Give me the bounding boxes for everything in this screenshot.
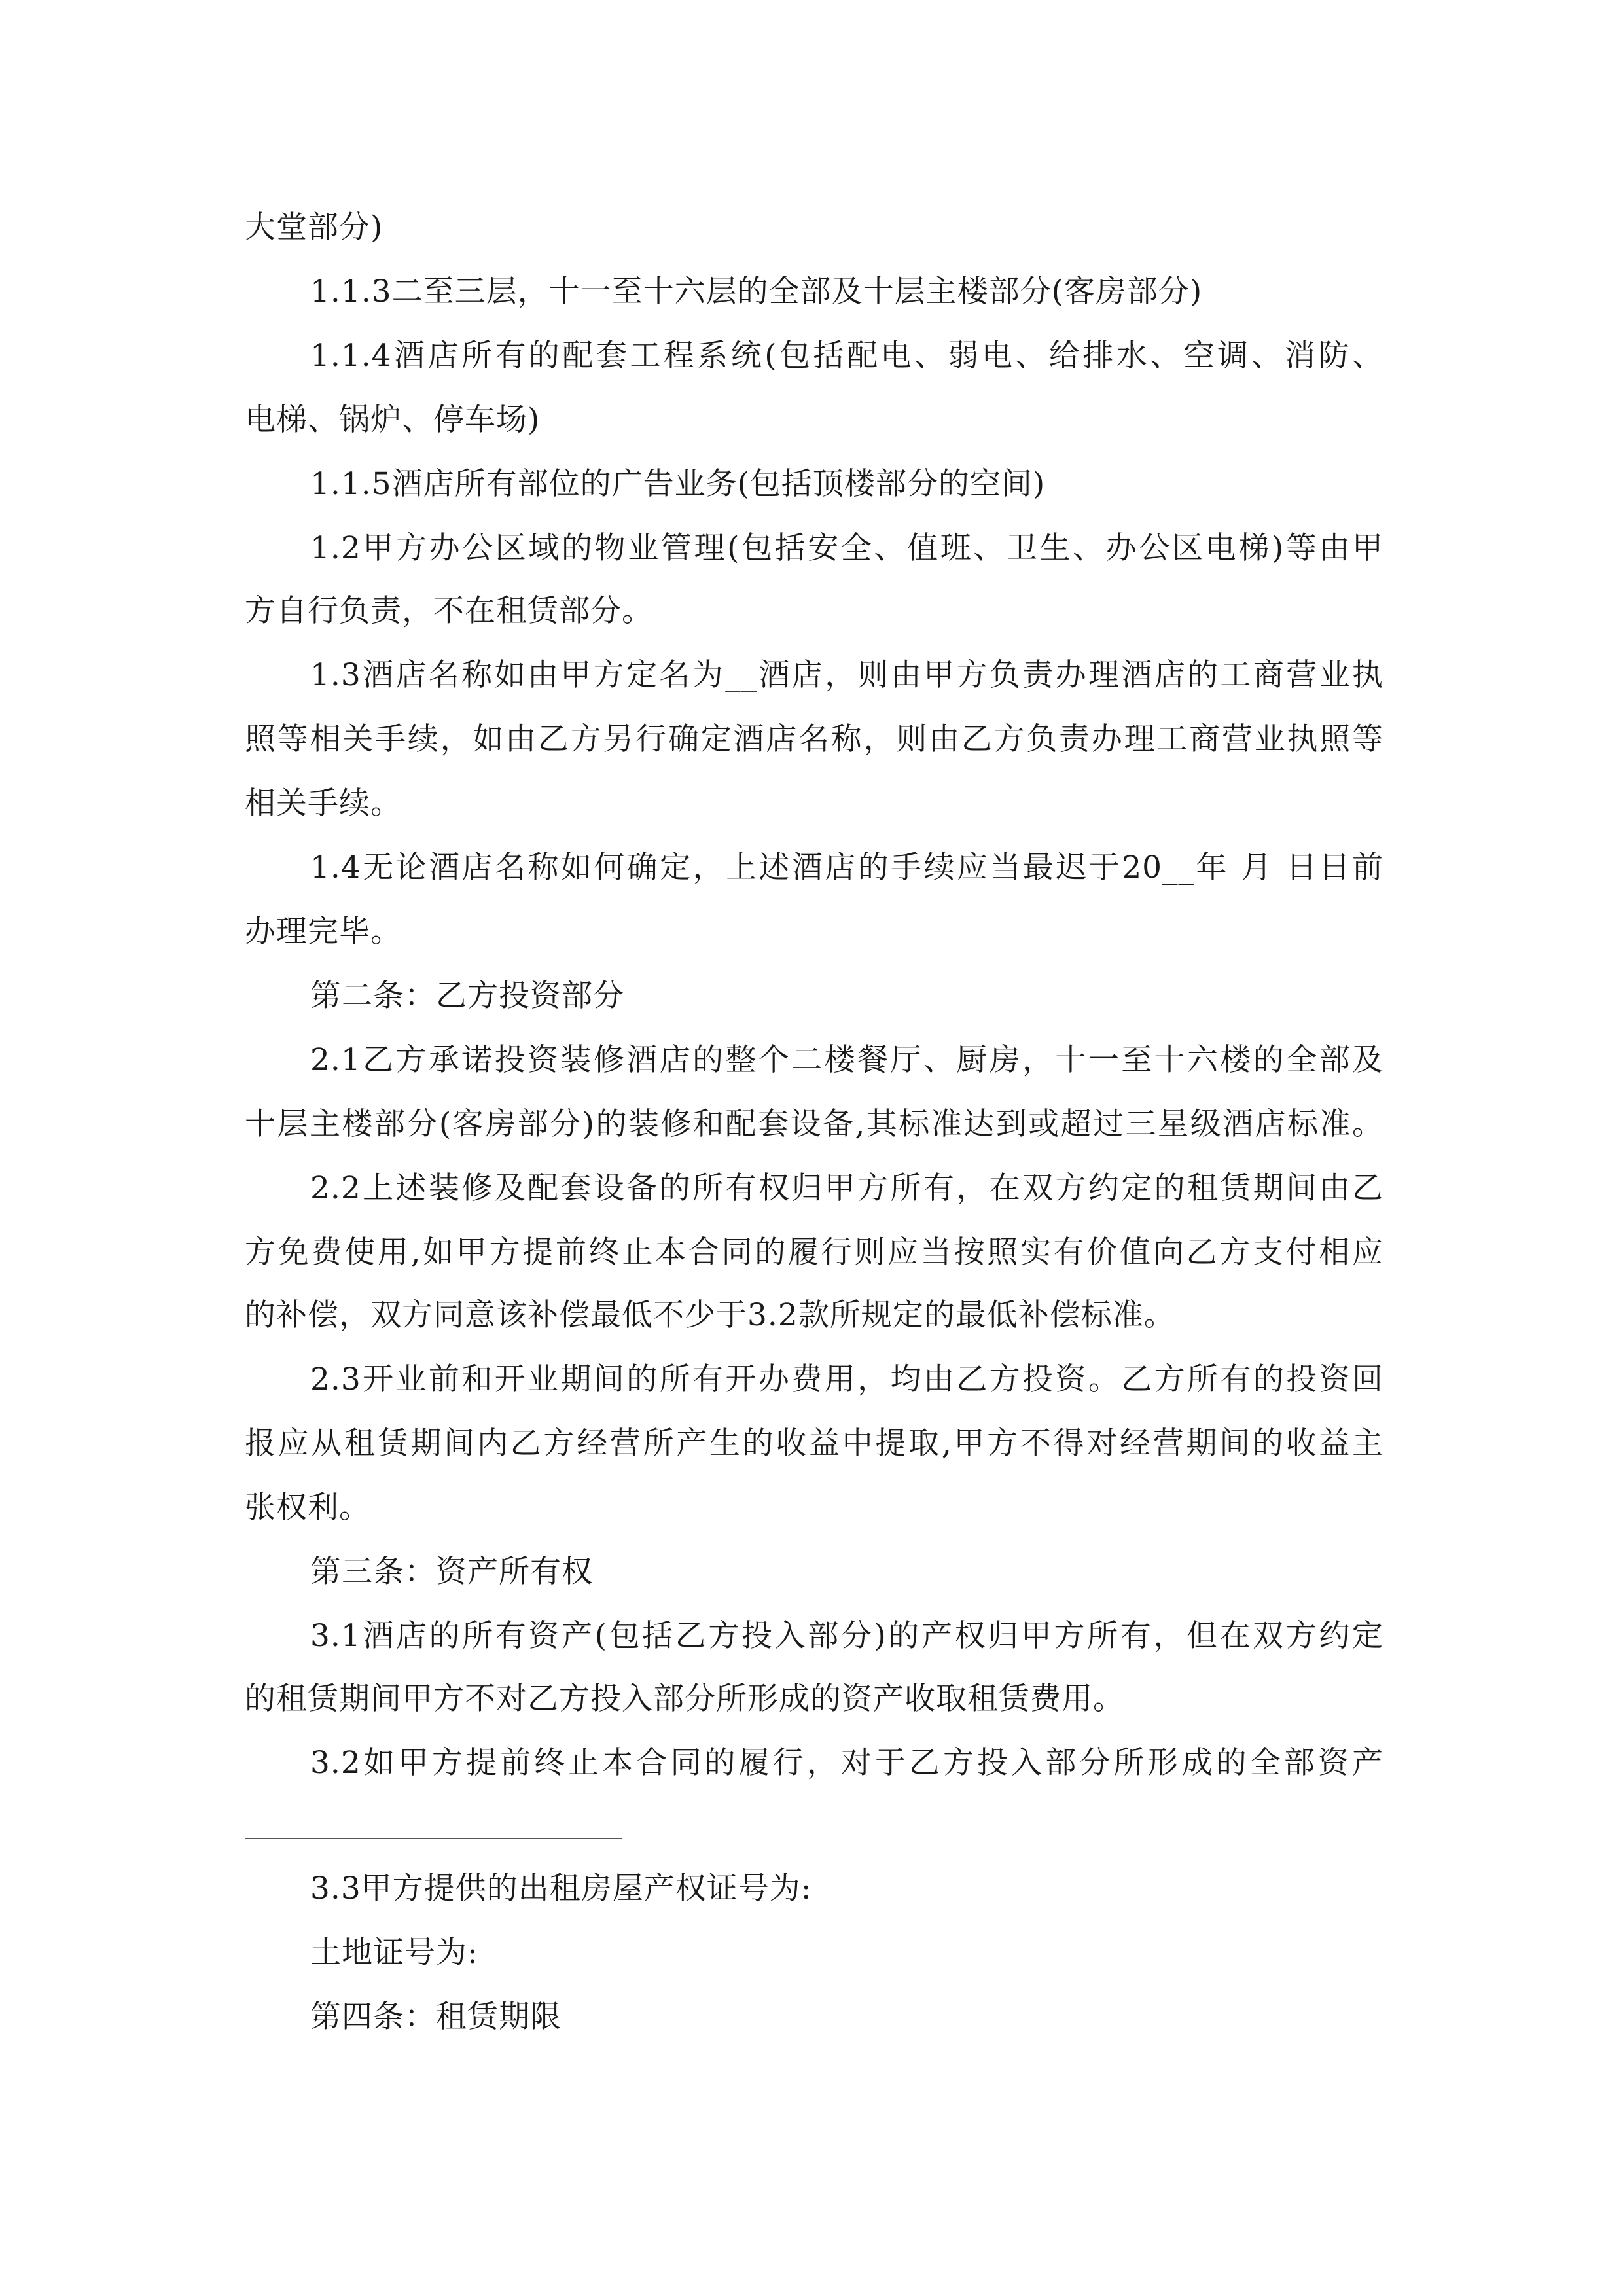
text-line: 照等相关手续，如由乙方另行确定酒店名称，则由乙方负责办理工商营业执照等 xyxy=(245,721,1383,757)
text-line: 1.4无论酒店名称如何确定，上述酒店的手续应当最迟于20__年 月 日日前 xyxy=(310,850,1383,886)
text-line: 的补偿，双方同意该补偿最低不少于3.2款所规定的最低补偿标准。 xyxy=(245,1297,1175,1333)
footnote-separator xyxy=(245,1838,622,1839)
text-line: 3.2如甲方提前终止本合同的履行，对于乙方投入部分所形成的全部资产 xyxy=(310,1745,1383,1781)
text-line: 2.3开业前和开业期间的所有开办费用，均由乙方投资。乙方所有的投资回 xyxy=(310,1361,1383,1397)
footnote-line: 土地证号为: xyxy=(310,1935,478,1971)
text-line: 1.1.3二至三层，十一至十六层的全部及十层主楼部分(客房部分) xyxy=(310,274,1203,310)
text-line: 相关手续。 xyxy=(245,785,402,821)
footnote-line: 3.3甲方提供的出租房屋产权证号为: xyxy=(310,1871,812,1907)
text-line: 方自行负责，不在租赁部分。 xyxy=(245,593,653,629)
text-line: 3.1酒店的所有资产(包括乙方投入部分)的产权归甲方所有，但在双方约定 xyxy=(310,1618,1383,1654)
text-line: 2.2上述装修及配套设备的所有权归甲方所有，在双方约定的租赁期间由乙 xyxy=(310,1170,1383,1206)
text-line: 十层主楼部分(客房部分)的装修和配套设备,其标准达到或超过三星级酒店标准。 xyxy=(245,1106,1383,1142)
text-line: 的租赁期间甲方不对乙方投入部分所形成的资产收取租赁费用。 xyxy=(245,1681,1124,1717)
text-line: 报应从租赁期间内乙方经营所产生的收益中提取,甲方不得对经营期间的收益主 xyxy=(245,1426,1383,1462)
text-line: 电梯、锅炉、停车场) xyxy=(245,402,541,438)
text-line: 大堂部分) xyxy=(245,209,383,245)
section-heading: 第四条：租赁期限 xyxy=(310,1999,562,2035)
section-heading: 第三条：资产所有权 xyxy=(310,1554,593,1590)
text-line: 方免费使用,如甲方提前终止本合同的履行则应当按照实有价值向乙方支付相应 xyxy=(245,1234,1383,1270)
text-line: 1.1.5酒店所有部位的广告业务(包括顶楼部分的空间) xyxy=(310,466,1046,502)
text-line: 1.1.4酒店所有的配套工程系统(包括配电、弱电、给排水、空调、消防、 xyxy=(310,338,1383,374)
text-line: 1.3酒店名称如由甲方定名为__酒店，则由甲方负责办理酒店的工商营业执 xyxy=(310,657,1383,693)
text-line: 1.2甲方办公区域的物业管理(包括安全、值班、卫生、办公区电梯)等由甲 xyxy=(310,530,1383,566)
text-line: 张权利。 xyxy=(245,1490,370,1526)
section-heading: 第二条：乙方投资部分 xyxy=(310,978,624,1014)
text-line: 办理完毕。 xyxy=(245,914,402,950)
text-line: 2.1乙方承诺投资装修酒店的整个二楼餐厅、厨房，十一至十六楼的全部及 xyxy=(310,1042,1383,1078)
